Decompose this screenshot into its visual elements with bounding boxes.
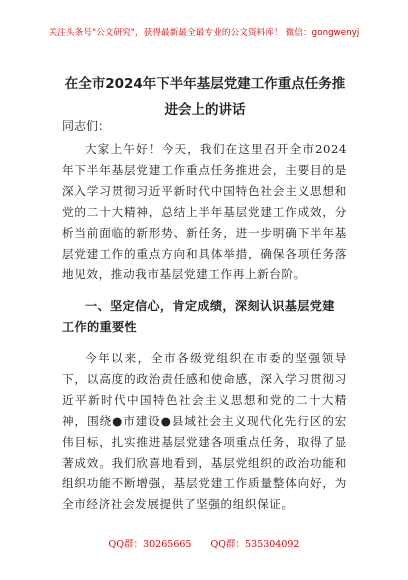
paragraph-body: 今年以来，全市各级党组织在市委的坚强领导下，以高度的政治责任感和使命感，深入学习贯彻习近平新时代中国特色社会主义思想和党的二十大精神，围绕●市建设●县域社会主义现代化先行区的宏伟目标，扎实推进基层党建各项重点任务，取得了显著成效。我们欣喜地看到，基层党组织的政治功能和组织功能不断增强，基层党建工作质量整体向好，为全市经济社会发展提供了坚强的组织保证。 [62, 351, 347, 512]
salutation: 同志们： [62, 119, 111, 133]
footer-qq-group-1: QQ群：30265665 [108, 539, 192, 550]
footer [0, 536, 408, 550]
document-title: 在全市2024年下半年基层党建工作重点任务推进会上的讲话 [64, 76, 346, 118]
section-heading: 一、坚定信心，肯定成绩，深刻认识基层党建工作的重要性 [62, 299, 335, 334]
footer-qq-group-2: QQ群：535304092 [210, 539, 300, 550]
paragraph-intro: 大家上午好！今天，我们在这里召开全市2024年下半年基层党建工作重点任务推进会，主要目的是深入学习贯彻习近平新时代中国特色社会主义思想和党的二十大精神，总结上半年基层党建工作成效，分析当前面临的新形势、新任务，进一步明确下半年基层党建工作的重点方向和具体举措，确保各项任务落地见效，推动我市基层党建工作再上新台阶。 [62, 142, 347, 282]
header-banner: 关注头条号"公文研究"，获得最新最全最专业的公文资料库！ 微信：gongwenyj [48, 28, 360, 38]
